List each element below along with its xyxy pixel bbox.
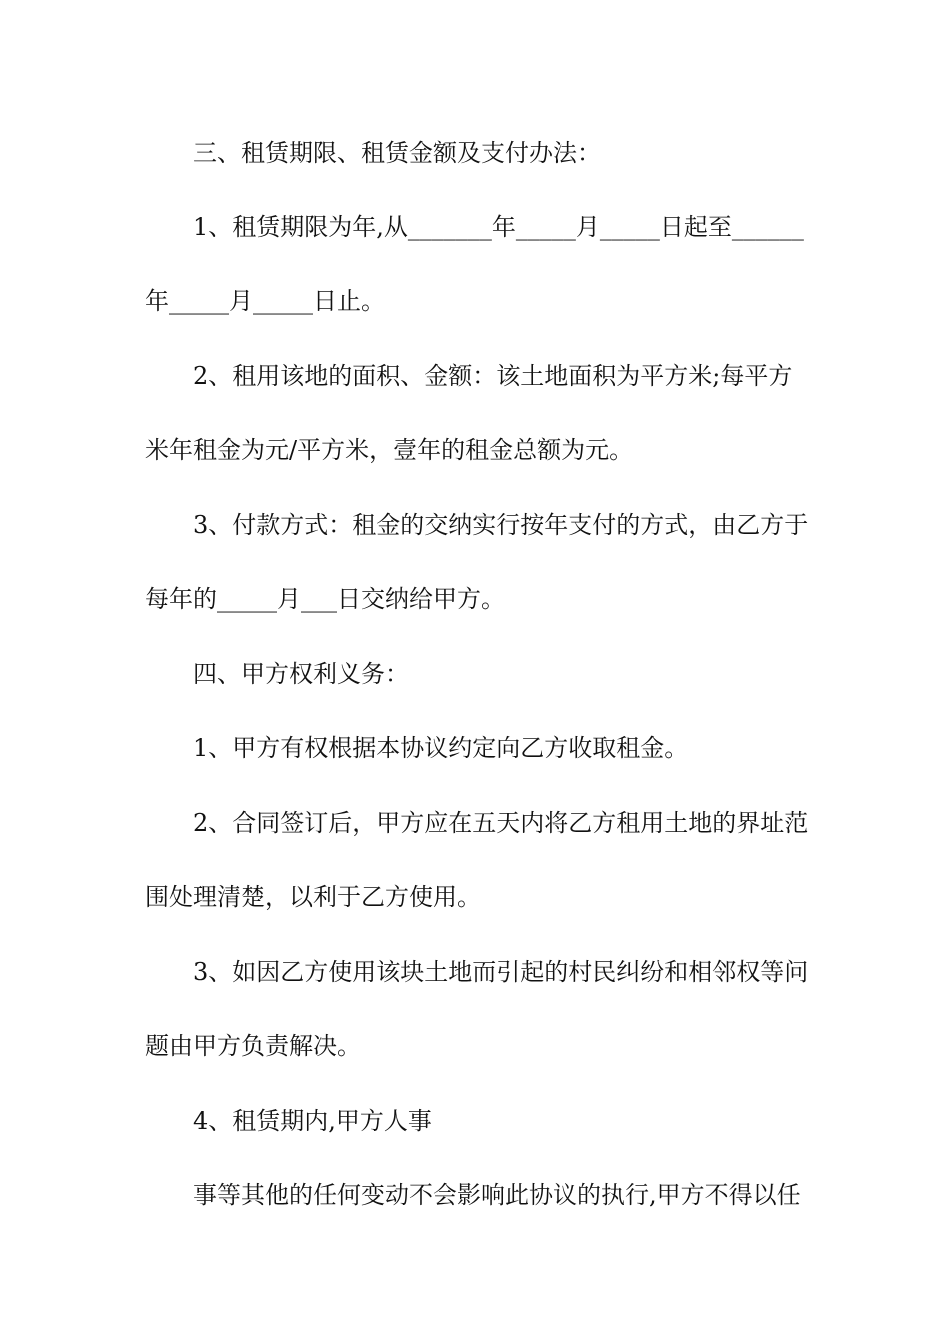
paragraph-line: 2、租用该地的面积、金额：该土地面积为平方米;每平方 — [193, 362, 793, 390]
section-heading-lease-term: 三、租赁期限、租赁金额及支付办法： — [193, 139, 601, 167]
paragraph-line: 每年的_____月___日交纳给甲方。 — [145, 585, 505, 613]
paragraph-line: 题由甲方负责解决。 — [145, 1032, 361, 1060]
paragraph-line: 年_____月_____日止。 — [145, 287, 385, 315]
paragraph-line: 米年租金为元/平方米，壹年的租金总额为元。 — [145, 436, 634, 464]
paragraph-line: 2、合同签订后，甲方应在五天内将乙方租用土地的界址范 — [193, 809, 809, 837]
paragraph-line: 1、租赁期限为年,从_______年_____月_____日起至______ — [193, 213, 804, 241]
paragraph-line: 3、如因乙方使用该块土地而引起的村民纠纷和相邻权等问 — [193, 958, 809, 986]
section-heading-party-a: 四、甲方权利义务： — [193, 660, 409, 688]
paragraph-line: 4、租赁期内,甲方人事 — [193, 1107, 432, 1135]
paragraph-line: 1、甲方有权根据本协议约定向乙方收取租金。 — [193, 734, 689, 762]
paragraph-line: 围处理清楚，以利于乙方使用。 — [145, 883, 481, 911]
paragraph-line: 3、付款方式：租金的交纳实行按年支付的方式，由乙方于 — [193, 511, 809, 539]
paragraph-line: 事等其他的任何变动不会影响此协议的执行,甲方不得以任 — [193, 1181, 801, 1209]
